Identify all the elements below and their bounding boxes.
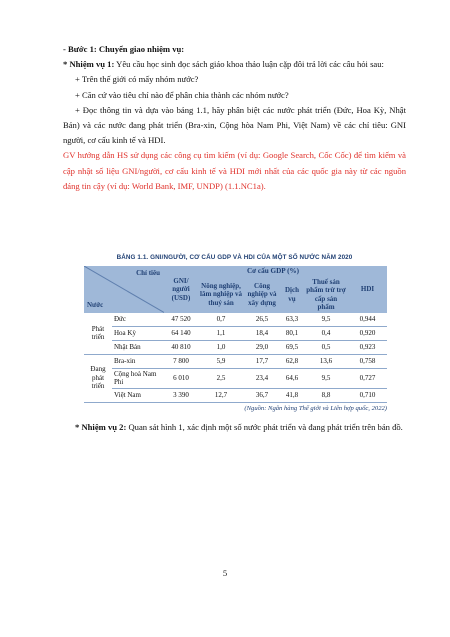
table-cell-hdi: 0,758: [348, 354, 387, 368]
table-cell-ind: 23,4: [244, 368, 280, 388]
table-cell-serv: 80,1: [280, 326, 304, 340]
corner-top-label: Chỉ tiêu: [136, 269, 160, 277]
data-table: [84, 266, 387, 403]
table-source: (Nguồn: Ngân hàng Thế giới và Liên hợp quốc, 2022): [244, 405, 387, 412]
table-cell-ind: 26,5: [244, 313, 280, 327]
question-2: + Căn cứ vào tiêu chí nào để phân chia thành các nhóm nước?: [75, 89, 289, 100]
teacher-note: GV hướng dẫn HS sử dụng các công cụ tìm kiếm (ví dụ: Google Search, Cốc Cốc) để tìm kiếm và cập nhật số liệu GNI/người, cơ cấu kinh tế và HDI mới nhất của các quốc gia này từ các nguồn đáng tin cậy (ví dụ: World Bank, IMF, UNDP) (1.1.NC1a).: [63, 150, 406, 191]
table-cell-serv: 41,8: [280, 388, 304, 402]
task1-label: * Nhiệm vụ 1:: [63, 59, 115, 70]
table-cell-serv: 62,8: [280, 354, 304, 368]
table-corner-cell: [84, 266, 164, 313]
group-developed: Phát triển: [84, 313, 112, 355]
table-title: BẢNG 1.1. GNI/NGƯỜI, CƠ CẤU GDP VÀ HDI CỦA MỘT SỐ NƯỚC NĂM 2020: [116, 254, 353, 261]
table-cell-tax: 0,4: [304, 326, 348, 340]
header-services: Dịch vụ: [280, 277, 304, 313]
table-cell-agri: 0,7: [198, 313, 244, 327]
table-cell-tax: 9,5: [304, 313, 348, 327]
table-cell-country: Việt Nam: [112, 388, 164, 402]
table-cell-hdi: 0,923: [348, 340, 387, 354]
table-cell-hdi: 0,944: [348, 313, 387, 327]
table-cell-serv: 63,3: [280, 313, 304, 327]
table-cell-ind: 29,0: [244, 340, 280, 354]
table-cell-ind: 36,7: [244, 388, 280, 402]
table-cell-serv: 69,5: [280, 340, 304, 354]
table-cell-ind: 18,4: [244, 326, 280, 340]
text-section-top: [63, 42, 406, 194]
table-cell-country: Hoa Kỳ: [112, 326, 164, 340]
table-cell-country: Đức: [112, 313, 164, 327]
table-cell-serv: 64,6: [280, 368, 304, 388]
table-cell-country: Bra-xin: [112, 354, 164, 368]
table-cell-country: Cộng hoà Nam Phi: [112, 368, 164, 388]
table-cell-agri: 1,0: [198, 340, 244, 354]
table-cell-tax: 9,5: [304, 368, 348, 388]
header-agriculture: Nông nghiệp, lâm nghiệp và thuỷ sản: [198, 277, 244, 313]
header-gdp: Cơ cấu GDP (%): [198, 266, 348, 277]
task1-text: Yêu cầu học sinh đọc sách giáo khoa thảo luận cặp đôi trả lời các câu hỏi sau:: [114, 59, 384, 70]
table-cell-tax: 13,6: [304, 354, 348, 368]
table-cell-gni: 40 810: [164, 340, 198, 354]
corner-bottom-label: Nước: [87, 301, 104, 309]
question-3: + Đọc thông tin và dựa vào bảng 1.1, hãy phân biệt các nước phát triển (Đức, Hoa Kỳ, Nhật Bản) và các nước đang phát triển (Bra-xin, Cộng hòa Nam Phi, Việt Nam) về các chỉ tiêu: GNI người, cơ cấu kinh tế và HDI.: [63, 104, 406, 146]
header-tax: Thuế sản phẩm trừ trợ cấp sản phẩm: [304, 277, 348, 313]
table-cell-agri: 1,1: [198, 326, 244, 340]
table-cell-hdi: 0,710: [348, 388, 387, 402]
group-developing: Đang phát triển: [84, 354, 112, 402]
table-cell-agri: 5,9: [198, 354, 244, 368]
task2-label: * Nhiệm vụ 2:: [75, 422, 127, 432]
table-cell-agri: 2,5: [198, 368, 244, 388]
header-hdi: HDI: [348, 266, 387, 313]
table-cell-hdi: 0,920: [348, 326, 387, 340]
header-industry: Công nghiệp và xây dựng: [244, 277, 280, 313]
table-cell-hdi: 0,727: [348, 368, 387, 388]
table-cell-gni: 6 010: [164, 368, 198, 388]
text-section-bottom: [63, 420, 406, 435]
task2-text: Quan sát hình 1, xác định một số nước phát triển và đang phát triển trên bản đồ.: [126, 422, 403, 432]
table-cell-country: Nhật Bản: [112, 340, 164, 354]
table-cell-gni: 7 800: [164, 354, 198, 368]
table-cell-gni: 47 520: [164, 313, 198, 327]
step1-heading: - Bước 1: Chuyển giao nhiệm vụ:: [63, 44, 185, 54]
header-gni: GNI/ người (USD): [164, 266, 198, 313]
table-cell-gni: 3 390: [164, 388, 198, 402]
question-1: + Trên thế giới có mấy nhóm nước?: [75, 74, 199, 85]
table-cell-tax: 8,8: [304, 388, 348, 402]
task1-paragraph: [63, 57, 406, 72]
page-number: 5: [222, 568, 228, 578]
task2-paragraph: [63, 420, 406, 435]
table-cell-gni: 64 140: [164, 326, 198, 340]
table-cell-tax: 0,5: [304, 340, 348, 354]
table-cell-agri: 12,7: [198, 388, 244, 402]
table-cell-ind: 17,7: [244, 354, 280, 368]
